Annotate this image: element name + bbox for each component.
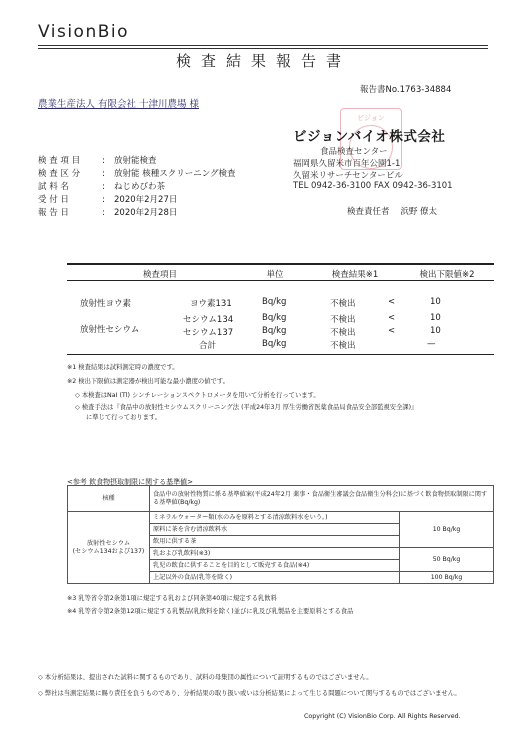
note-line: ◇ 検査手法は『食品中の放射性セシウムスクリーニング法 (平成24年3月 厚生労働省医薬食品局食品安全部監視安全課)』 [75,404,418,411]
ref-nuclide-sub: (セシウム134および137) [72,547,145,555]
info-value: 2020年2月27日 [114,195,178,205]
result-value: 不検出 [330,328,356,338]
info-value: 放射能検査 [114,156,157,166]
ref-item: 乳および乳飲料(※3) [150,548,400,560]
ref-footnote: ※4 乳等省令第2条第12項に規定する乳製品(乳飲料を除く)並びに乳及び乳製品を主要原料とする食品 [67,608,354,615]
header-rule [38,45,488,46]
issuer-address-2: 久留米リサーチセンタービル [293,171,403,181]
result-sign: < [388,326,396,336]
result-unit: Bq/kg [262,339,287,349]
ref-col-header: 核種 [68,486,150,512]
result-unit: Bq/kg [262,297,287,307]
note-line: ※1 検査結果は試料測定時の濃度です。 [67,364,179,371]
result-limit: 10 [430,326,441,336]
ref-item: 原料に茶を含む清涼飲料水 [150,524,400,536]
info-row: 報 告 日 : 2020年2月28日 [38,208,178,218]
ref-item: 飲用に供する茶 [150,536,400,548]
info-label: 試 料 名 [38,182,69,192]
table-bottom-rule [67,354,494,355]
ref-value: 100 Bq/kg [400,572,494,584]
reference-table [67,485,494,584]
result-nuclide: 合計 [199,341,217,351]
info-label: 検 査 項 目 [38,156,81,166]
info-label: 受 付 日 [38,195,69,205]
result-value: 不検出 [330,341,356,351]
header-item: 検査項目 [142,270,177,280]
company-logo: VisionBio [38,22,130,42]
copyright: Copyright (C) VisionBio Corp. All Rights Reserved. [304,713,461,720]
result-value: 不検出 [330,299,356,309]
ref-value: 50 Bq/kg [400,548,494,572]
ref-nuclide-cell [68,512,150,584]
header-unit: 単位 [266,270,284,280]
note-line: に準じて行っております。 [86,414,162,421]
table-header-rule [67,280,494,281]
result-sign: < [388,297,396,307]
info-value: 放射能 核種スクリーニング検査 [114,169,236,179]
result-nuclide: セシウム137 [183,328,234,338]
issuer-company: ビジョンバイオ株式会社 [293,129,446,145]
reference-title: <参考 飲食物摂取制限に関する基準値> [67,478,193,486]
ref-nuclide: 放射性セシウム [86,539,131,547]
footer-disclaimer: ◇ 弊社は当測定結果に賜り責任を負うものであり、分析結果の取り扱い或いは分析結果によって生じる問題について関与するものではございません。 [38,690,461,697]
ref-item: ミネラルウォーター類(水のみを原料とする清涼飲料水をいう。) [150,512,400,524]
info-label: 検 査 区 分 [38,169,81,179]
responsible-person [347,205,437,217]
issuer-center: 食品検査センター [320,147,388,157]
result-unit: Bq/kg [262,313,287,323]
ref-item: 乳児の飲食に供することを目的として販売する食品(※4) [150,560,400,572]
result-nuclide: ヨウ素131 [190,299,232,309]
responsible-label: 検査責任者 [347,207,390,217]
report-number: 報告書No.1763-34884 [360,85,452,95]
result-limit: 10 [430,297,441,307]
responsible-name: 浜野 僚太 [400,207,438,217]
info-value: 2020年2月28日 [114,208,178,218]
header-result: 検査結果※1 [331,270,379,280]
document-title: 検査結果報告書 [175,52,351,70]
note-line: ◇ 本検査はNaI (Tl) シンチレーションスペクトロメータを用いて分析を行っています。 [75,392,320,399]
note-line: ※2 検出下限値は測定器が検出可能な最小濃度の値です。 [67,378,229,385]
issuer-phone: TEL 0942-36-3100 FAX 0942-36-3101 [293,181,453,191]
issuer-address-1: 福岡県久留米市百年公園1-1 [293,159,401,169]
result-sign: < [388,313,396,323]
result-category: 放射性ヨウ素 [80,299,132,309]
header-rule-2 [38,48,488,49]
result-nuclide: セシウム134 [183,315,234,325]
table-top-rule [67,263,494,265]
result-limit: 10 [430,313,441,323]
seal-text: ビジョン [357,114,385,122]
info-row: 試 料 名 : ねじめびわ茶 [38,182,166,192]
info-row: 検 査 項 目 : 放射能検査 [38,156,157,166]
recipient: 農業生産法人 有限会社 十津川農場 様 [38,99,200,110]
result-value: 不検出 [330,315,356,325]
result-unit: Bq/kg [262,326,287,336]
info-value: ねじめびわ茶 [114,182,166,192]
info-row: 受 付 日 : 2020年2月27日 [38,195,178,205]
header-limit: 検出下限値※2 [419,270,475,280]
ref-value: 10 Bq/kg [400,512,494,548]
ref-item: 上記以外の食品(乳等を除く) [150,572,400,584]
result-category: 放射性セシウム [80,325,140,335]
ref-footnote: ※3 乳等省令第2条第1項に規定する乳および同条第40項に規定する乳飲料 [67,595,277,602]
footer-disclaimer: ◇ 本分析結果は、提出された試料に関するものであり、試料の母集団の属性について証明するものではございません。 [38,674,373,681]
result-limit: — [427,339,436,349]
info-row: 検 査 区 分 : 放射能 核種スクリーニング検査 [38,169,236,179]
ref-col-header: 食品中の放射性物質に係る基準値案(平成24年2月 薬事・食品衛生審議会食品衛生分科会)に基づく飲食物摂取制限に関する基準値(Bq/kg) [150,486,494,512]
info-label: 報 告 日 [38,208,69,218]
